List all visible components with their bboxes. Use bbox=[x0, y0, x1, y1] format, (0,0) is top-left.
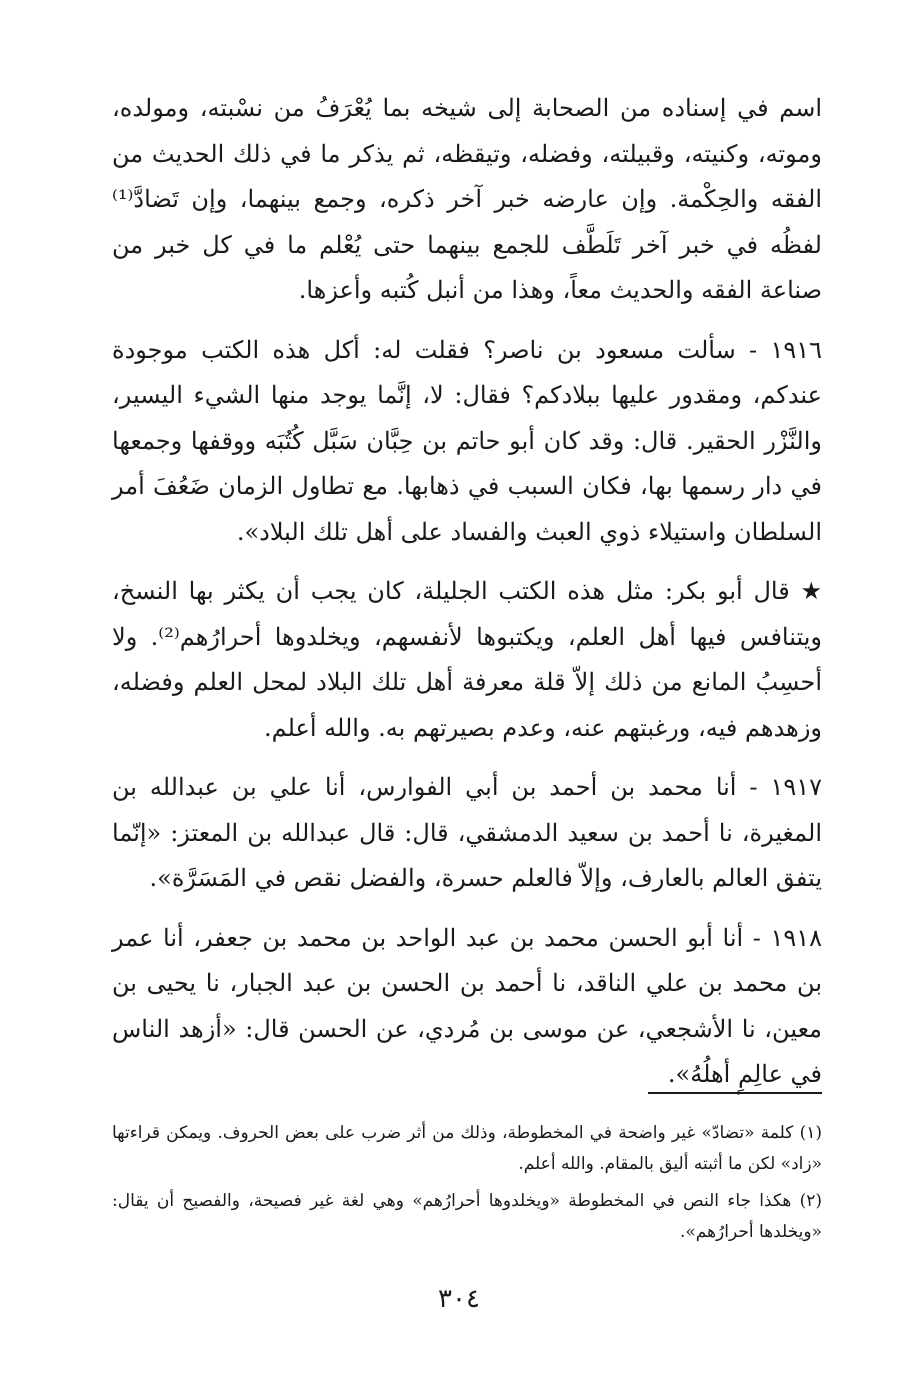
footnote-divider bbox=[648, 1092, 822, 1094]
paragraph-1: اسم في إسناده من الصحابة إلى شيخه بما يُعْرَفُ من نسْبته، ومولده، وموته، وكنيته، وقبيلته، وفضله، وتيقظه، ثم يذكر ما في ذلك الحديث من الفقه والحِكْمة. وإن عارضه خبر آخر ذكره، وجمع بينهما، وإن تَضادَّ⁽¹⁾ لفظُه في خبر آخر تَلَطَّف للجمع بينهما حتى يُعْلم ما في كل خبر من صناعة الفقه والحديث معاً، وهذا من أنبل كُتبه وأعزها. bbox=[112, 94, 822, 304]
paragraph-1916: ١٩١٦ - سألت مسعود بن ناصر؟ فقلت له: أكل هذه الكتب موجودة عندكم، ومقدور عليها ببلادكم؟ فقال: لا، إنَّما يوجد منها الشيء اليسير، والنَّزْر الحقير. قال: وقد كان أبو حاتم بن حِبَّان سَبَّل كُتُبَه ووقفها وجمعها في دار رسمها بها، فكان السبب في ذهابها. مع تطاول الزمان ضَعُفَ أمر السلطان واستيلاء ذوي العبث والفساد على أهل تلك البلاد». bbox=[112, 335, 822, 546]
page-number: ٣٠٤ bbox=[438, 1284, 480, 1314]
main-text bbox=[112, 86, 822, 1112]
paragraph-1918: ١٩١٨ - أنا أبو الحسن محمد بن عبد الواحد بن محمد بن جعفر، أنا عمر بن محمد بن علي الناقد، نا أحمد بن الحسن بن عبد الجبار، نا يحيى بن معين، نا الأشجعي، عن موسى بن مُردي، عن الحسن قال: «أزهد الناس في عالِمٍ أهلُهُ». bbox=[112, 923, 822, 1088]
paragraph-1917: ١٩١٧ - أنا محمد بن أحمد بن أبي الفوارس، أنا علي بن عبدالله بن المغيرة، نا أحمد بن سعيد الدمشقي، قال: قال عبدالله بن المعتز: «إنّما يتفق العالم بالعارف، وإلاّ فالعلم حسرة، والفضل نقص في المَسَرَّة». bbox=[112, 773, 822, 892]
footnote-2: (٢) هكذا جاء النص في المخطوطة «ويخلدوها أحرارُهم» وهي لغة غير فصيحة، والفصيح أن يقال: «ويخلدها أحرارُهم». bbox=[112, 1191, 822, 1242]
footnote-1: (١) كلمة «تضادّ» غير واضحة في المخطوطة، وذلك من أثر ضرب على بعض الحروف. ويمكن قراءتها «زاد» لكن ما أثبته أليق بالمقام. والله أعلم. bbox=[112, 1123, 822, 1174]
paragraph-abu-bakr: ★ قال أبو بكر: مثل هذه الكتب الجليلة، كان يجب أن يكثر بها النسخ، ويتنافس فيها أهل العلم، ويكتبوها لأنفسهم، ويخلدوها أحرارُهم⁽²⁾. ولا أحسِبُ المانع من ذلك إلاّ قلة معرفة أهل تلك البلاد لمحل العلم وفضله، وزهدهم فيه، ورغبتهم عنه، وعدم بصيرتهم به. والله أعلم. bbox=[112, 577, 822, 742]
footnotes bbox=[112, 1118, 822, 1254]
